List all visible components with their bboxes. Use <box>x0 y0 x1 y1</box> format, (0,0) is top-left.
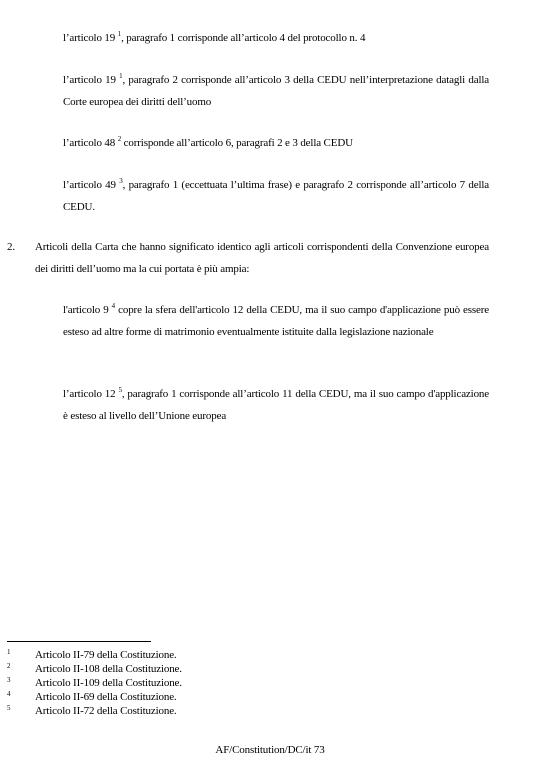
item-article-19-1-par1: l’articolo 19 $^1$, paragrafo 1 corrisponde all’articolo 4 del protocollo n. 4 <box>63 30 366 44</box>
footnote-separator <box>7 641 151 642</box>
footnote <box>7 704 487 718</box>
footnote-ref-1: 1 <box>117 30 122 38</box>
footnote-mark: 5 <box>7 704 11 712</box>
footnote-text: Articolo II-79 della Costituzione. <box>35 649 177 661</box>
footnote-mark: 1 <box>7 648 11 656</box>
item-article-48: l’articolo 48 $^2$ corrisponde all’articolo 6, paragrafi 2 e 3 della CEDU <box>63 135 353 149</box>
footnote-mark: 4 <box>7 690 11 698</box>
footnote-ref-3: 3 <box>119 177 123 185</box>
footnote-text: Articolo II-108 della Costituzione. <box>35 663 182 675</box>
page-footer: AF/Constitution/DC/it 73 <box>215 744 325 756</box>
item-article-12: l’articolo 12 $^5$, paragrafo 1 corrisponde all’articolo 11 della CEDU, ma il suo campo d'applicazione è esteso al livello dell’Unione europea <box>63 386 489 422</box>
footnote-ref-2: 2 <box>117 135 122 143</box>
item-article-19-1-par2: l’articolo 19 $^1$, paragrafo 2 corrisponde all’articolo 3 della CEDU nell’interpretazione datagli dalla Corte europea dei diritti dell’uomo <box>63 72 490 108</box>
footnote-ref-4: 4 <box>111 302 116 310</box>
item-article-9: l'articolo 9 $^4$ copre la sfera dell'articolo 12 della CEDU, ma il suo campo d'applicazione può essere esteso ad altre forme di matrimonio eventualmente istituite dalla legislazione nazionale <box>63 302 489 338</box>
footnote-text: Articolo II-72 della Costituzione. <box>35 705 177 717</box>
item-article-49: l’articolo 49 $^3$, paragrafo 1 (eccettuata l’ultima frase) e paragrafo 2 corrisponde all’articolo 7 della CEDU. <box>63 177 489 213</box>
section-number: 2. <box>7 241 15 253</box>
footnote-ref-1: 1 <box>119 72 123 80</box>
footnote-text: Articolo II-69 della Costituzione. <box>35 691 177 703</box>
footnote <box>7 662 487 676</box>
section-heading: Articoli della Carta che hanno significato identico agli articoli corrispondenti della Convenzione europea dei diritti dell’uomo ma la cui portata è più ampia: <box>35 241 489 275</box>
footnote-text: Articolo II-109 della Costituzione. <box>35 677 182 689</box>
footnote <box>7 690 487 704</box>
footnote <box>7 648 487 662</box>
footnote <box>7 676 487 690</box>
footnote-mark: 3 <box>7 676 11 684</box>
footnote-mark: 2 <box>7 662 11 670</box>
footnote-ref-5: 5 <box>118 386 122 394</box>
